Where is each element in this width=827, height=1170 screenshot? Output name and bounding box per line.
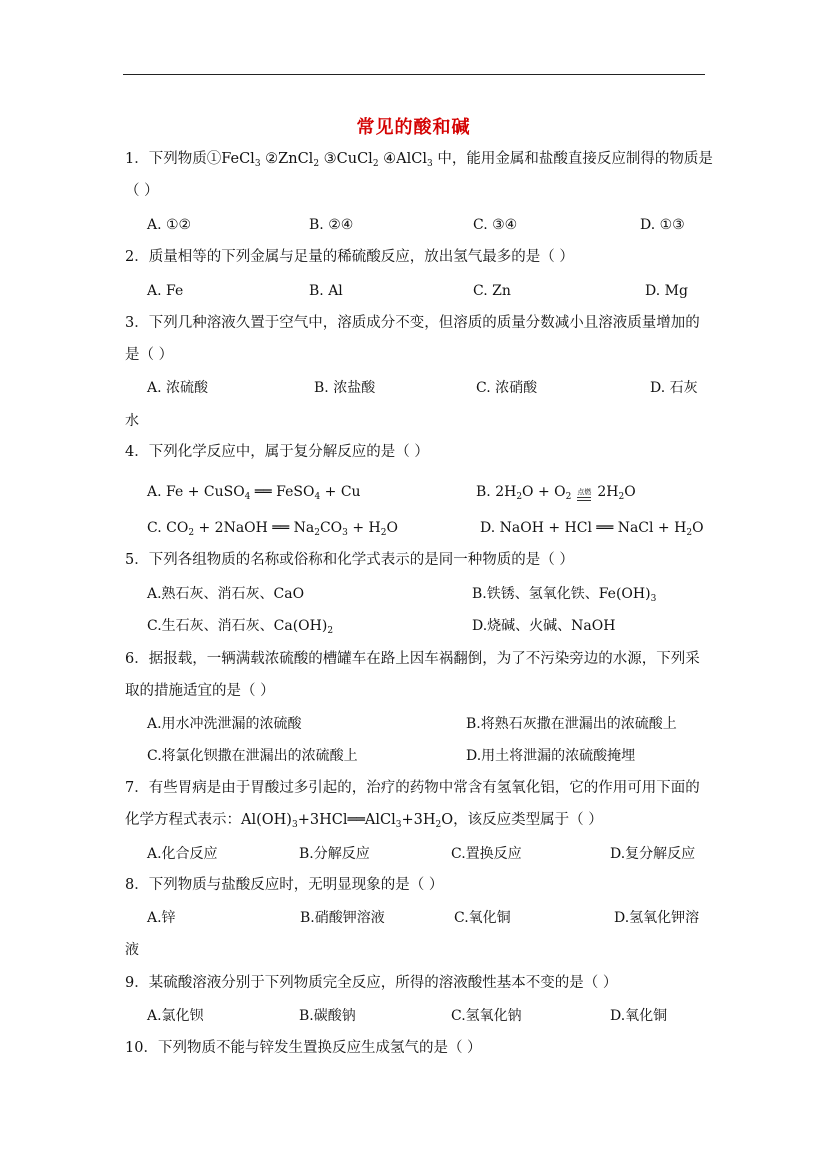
q1-option-b[interactable]: B. ②④ bbox=[309, 217, 354, 233]
question-2-stem: 2．质量相等的下列金属与足量的稀硫酸反应，放出氢气最多的是（ ） bbox=[125, 249, 574, 265]
q1-option-c[interactable]: C. ③④ bbox=[473, 217, 518, 233]
q7-option-d[interactable]: D.复分解反应 bbox=[610, 846, 696, 862]
q3-option-c[interactable]: C. 浓硝酸 bbox=[476, 380, 538, 396]
q5-option-a[interactable]: A.熟石灰、消石灰、CaO bbox=[147, 586, 305, 602]
q4-option-c[interactable]: C. $CO_2$ + 2NaOH ══ $Na_2CO_3 + H_2O$ bbox=[147, 520, 398, 538]
question-8-stem: 8．下列物质与盐酸反应时，无明显现象的是（ ） bbox=[125, 877, 444, 893]
q9-option-d[interactable]: D.氧化铜 bbox=[610, 1008, 668, 1024]
q8-option-b[interactable]: B.硝酸钾溶液 bbox=[300, 910, 385, 926]
q2-option-d[interactable]: D. Mg bbox=[645, 283, 688, 299]
q2-option-c[interactable]: C. Zn bbox=[473, 283, 511, 299]
question-6-stem: 6．据报载，一辆满载浓硫酸的槽罐车在路上因车祸翻倒，为了不污染旁边的水源，下列采 bbox=[125, 651, 700, 667]
q7-option-c[interactable]: C.置换反应 bbox=[451, 846, 522, 862]
header-rule bbox=[123, 74, 705, 75]
q7-option-a[interactable]: A.化合反应 bbox=[147, 846, 218, 862]
question-7-stem-cont: 化学方程式表示：$Al(OH)_3+3HCl══AlCl_3+3H_2O$，该反应类型属于（ ） bbox=[125, 812, 603, 830]
reaction-condition: 点燃 bbox=[577, 489, 591, 501]
q8-option-a[interactable]: A.锌 bbox=[147, 910, 176, 926]
question-9-stem: 9．某硫酸溶液分别于下列物质完全反应，所得的溶液酸性基本不变的是（ ） bbox=[125, 975, 618, 991]
q9-option-b[interactable]: B.碳酸钠 bbox=[299, 1008, 356, 1024]
question-10-stem: 10．下列物质不能与锌发生置换反应生成氢气的是（ ） bbox=[125, 1040, 482, 1056]
q5-option-d[interactable]: D.烧碱、火碱、NaOH bbox=[472, 618, 616, 634]
q8-option-c[interactable]: C.氧化铜 bbox=[454, 910, 511, 926]
q6-option-a[interactable]: A.用水冲洗泄漏的浓硫酸 bbox=[147, 716, 302, 732]
question-6-stem-cont: 取的措施适宜的是（ ） bbox=[125, 683, 275, 699]
question-4-stem: 4．下列化学反应中，属于复分解反应的是（ ） bbox=[125, 444, 429, 460]
q2-option-a[interactable]: A. Fe bbox=[147, 283, 184, 299]
q1-option-a[interactable]: A. ①② bbox=[147, 217, 192, 233]
q6-option-c[interactable]: C.将氯化钡撒在泄漏出的浓硫酸上 bbox=[147, 748, 358, 764]
q6-option-d[interactable]: D.用土将泄漏的浓硫酸掩埋 bbox=[466, 748, 636, 764]
q6-option-b[interactable]: B.将熟石灰撒在泄漏出的浓硫酸上 bbox=[466, 716, 677, 732]
question-3-stem-cont: 是（ ） bbox=[125, 347, 174, 363]
question-1-stem-cont: （ ） bbox=[125, 183, 159, 199]
question-7-stem: 7．有些胃病是由于胃酸过多引起的，治疗的药物中常含有氢氧化铝，它的作用可用下面的 bbox=[125, 780, 700, 796]
question-1-stem: 1．下列物质①FeCl$_3$ ②ZnCl$_2$ ③CuCl$_2$ ④AlCl$_3$ 中，能用金属和盐酸直接反应制得的物质是 bbox=[125, 151, 713, 169]
q5-option-c[interactable]: C.生石灰、消石灰、$Ca(OH)_2$ bbox=[147, 618, 334, 636]
q9-option-c[interactable]: C.氢氧化钠 bbox=[451, 1008, 522, 1024]
q4-option-d[interactable]: D. NaOH + HCl ══ NaCl + $H_2O$ bbox=[480, 520, 704, 538]
q8-option-d-wrap: 液 bbox=[125, 942, 139, 958]
page-title: 常见的酸和碱 bbox=[356, 117, 471, 138]
question-3-stem: 3．下列几种溶液久置于空气中，溶质成分不变，但溶质的质量分数减小且溶液质量增加的 bbox=[125, 315, 700, 331]
q2-option-b[interactable]: B. Al bbox=[309, 283, 343, 299]
q4-option-b[interactable]: B. $2H_2O + O_2$ 点燃 $2H_2O$ bbox=[476, 484, 636, 502]
q8-option-d[interactable]: D.氢氧化钾溶 bbox=[614, 910, 700, 926]
q3-option-a[interactable]: A. 浓硫酸 bbox=[147, 380, 209, 396]
q9-option-a[interactable]: A.氯化钡 bbox=[147, 1008, 204, 1024]
q4-option-a[interactable]: A. Fe + CuSO$_4$ ══ FeSO$_4$ + Cu bbox=[147, 484, 361, 502]
q3-option-d-wrap: 水 bbox=[125, 413, 139, 429]
q1-option-d[interactable]: D. ①③ bbox=[640, 217, 685, 233]
q3-option-d[interactable]: D. 石灰 bbox=[650, 380, 698, 396]
q3-option-b[interactable]: B. 浓盐酸 bbox=[314, 380, 376, 396]
q5-option-b[interactable]: B.铁锈、氢氧化铁、$Fe(OH)_3$ bbox=[472, 586, 657, 604]
question-5-stem: 5．下列各组物质的名称或俗称和化学式表示的是同一种物质的是（ ） bbox=[125, 552, 574, 568]
q7-option-b[interactable]: B.分解反应 bbox=[299, 846, 370, 862]
